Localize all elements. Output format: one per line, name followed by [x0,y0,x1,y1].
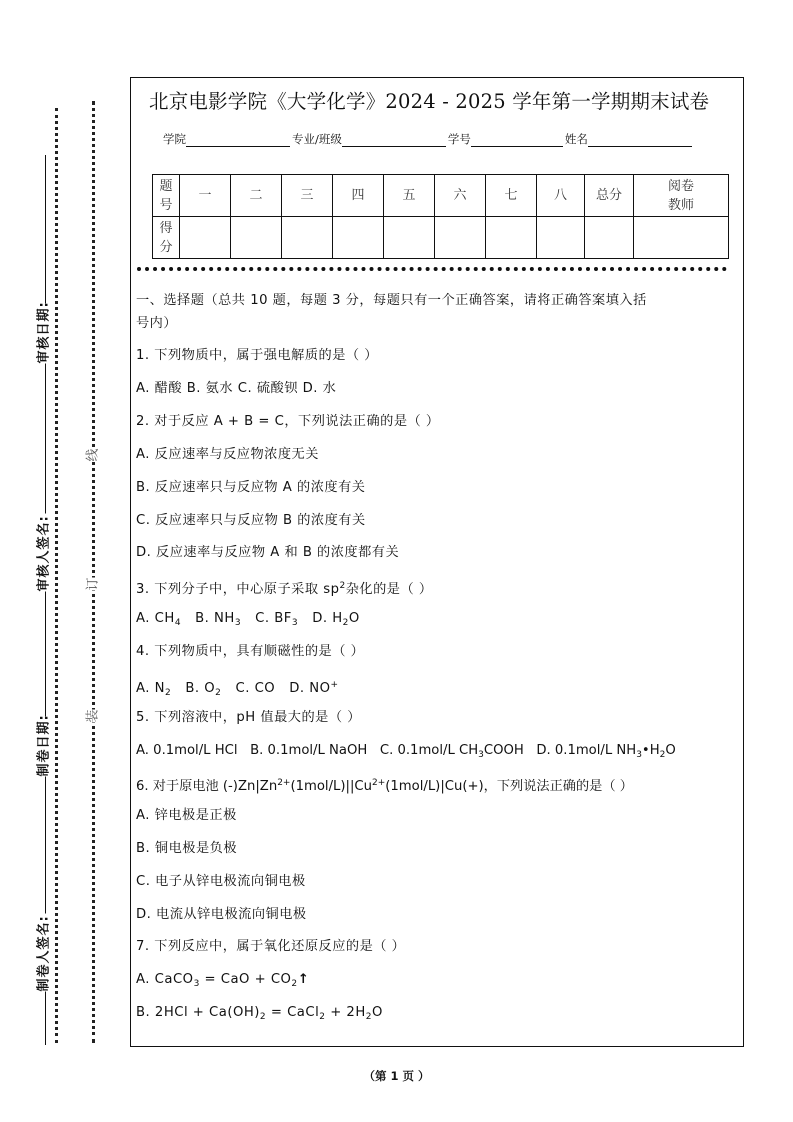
col-header: 七 [486,175,537,217]
grader-cell[interactable] [634,217,729,259]
section-heading-cont: 号内） [136,316,178,331]
review-date-label: 审核日期: [33,304,52,364]
score-cell[interactable] [537,217,585,259]
binding-dotted-line-inner [55,108,58,1043]
col-header: 四 [333,175,384,217]
binding-char-order: 订 [85,577,101,591]
col-header: 一 [180,175,231,217]
question-1-options: A. 醋酸 B. 氨水 C. 硫酸钡 D. 水 [136,381,337,396]
col-header: 二 [231,175,282,217]
question-number-header: 题 号 [153,175,180,217]
major-class-label: 专业/班级 [292,132,342,146]
col-header-total: 总分 [585,175,634,217]
college-field[interactable] [186,134,290,147]
col-header: 六 [435,175,486,217]
question-2-option-c: C. 反应速率只与反应物 B 的浓度有关 [136,513,366,528]
question-1-stem: 1. 下列物质中，属于强电解质的是（ ） [136,348,378,363]
col-header: 三 [282,175,333,217]
paper-date-label: 制卷日期: [33,717,52,777]
col-header: 五 [384,175,435,217]
page-number: （第 1 页 ） [363,1069,430,1083]
student-id-label: 学号 [447,132,471,146]
score-cell[interactable] [486,217,537,259]
question-4-options: A. $N_2$ B. $O_2$ C. CO D. NO+ [136,680,339,698]
name-field[interactable] [588,134,692,147]
exam-page-frame [130,77,744,1047]
major-class-field[interactable] [342,134,446,147]
student-info-row [163,131,694,147]
question-6-option-a: A. 锌电极是正极 [136,808,237,823]
question-3-stem: 3. 下列分子中，中心原子采取 $sp^2$杂化的是（ ） [136,581,433,597]
score-table [152,174,729,259]
grader-header: 阅卷 教师 [634,175,729,217]
question-4-stem: 4. 下列物质中，具有顺磁性的是（ ） [136,644,365,659]
name-label: 姓名 [564,132,588,146]
student-id-field[interactable] [471,134,563,147]
score-row-header: 得 分 [153,217,180,259]
binding-dotted-line-outer [92,101,95,1043]
question-2-stem: 2. 对于反应 A + B = C，下列说法正确的是（ ） [136,414,440,429]
score-cell[interactable] [282,217,333,259]
question-7-option-a: A. CaCO$_3$ = CaO + $CO_2↑$ [136,972,310,989]
question-6-stem: 6. 对于原电池 $(-)Zn|Zn^{2+}(1mol/L)||Cu^{2+}(1mol/L)|Cu(+)$，下列说法正确的是（ ） [136,778,633,794]
score-cell[interactable] [180,217,231,259]
paper-maker-signature-label: 制卷人签名: [33,914,52,992]
score-cell-total[interactable] [585,217,634,259]
question-6-option-d: D. 电流从锌电极流向铜电极 [136,907,307,922]
college-label: 学院 [163,132,186,146]
score-cell[interactable] [384,217,435,259]
question-2-option-a: A. 反应速率与反应物浓度无关 [136,447,319,462]
score-cell[interactable] [435,217,486,259]
question-2-option-b: B. 反应速率只与反应物 A 的浓度有关 [136,480,366,495]
question-5-options: A. 0.1mol/L HCl B. 0.1mol/L NaOH C. 0.1mol/L $CH_3COOH$ D. 0.1mol/L $NH_3•H_2O$ [136,743,676,760]
section-separator [137,267,727,271]
question-2-option-d: D. 反应速率与反应物 A 和 B 的浓度都有关 [136,545,400,560]
binding-char-bind: 装 [85,709,101,723]
score-cell[interactable] [333,217,384,259]
score-cell[interactable] [231,217,282,259]
reviewer-signature-label: 审核人签名: [33,514,52,592]
binding-char-line: 线 [85,448,101,462]
question-6-option-b: B. 铜电极是负极 [136,841,238,856]
question-7-stem: 7. 下列反应中，属于氧化还原反应的是（ ） [136,939,406,954]
section-heading: 一、选择题（总共 10 题，每题 3 分，每题只有一个正确答案，请将正确答案填入括 [136,293,647,308]
question-6-option-c: C. 电子从锌电极流向铜电极 [136,874,306,889]
col-header: 八 [537,175,585,217]
question-3-options: A. $CH_4$ B. $NH_3$ C. $BF_3$ D. $H_2O$ [136,611,360,628]
exam-title: 北京电影学院《大学化学》2024 - 2025 学年第一学期期末试卷 [149,90,710,113]
signature-line [45,155,46,1045]
gas-arrow-icon: ↑ [297,972,310,987]
question-7-option-b: B. $2HCl + Ca(OH)_2$ = CaCl$_2$ + $2H_2O$ [136,1005,383,1022]
question-5-stem: 5. 下列溶液中，pH 值最大的是（ ） [136,710,361,725]
